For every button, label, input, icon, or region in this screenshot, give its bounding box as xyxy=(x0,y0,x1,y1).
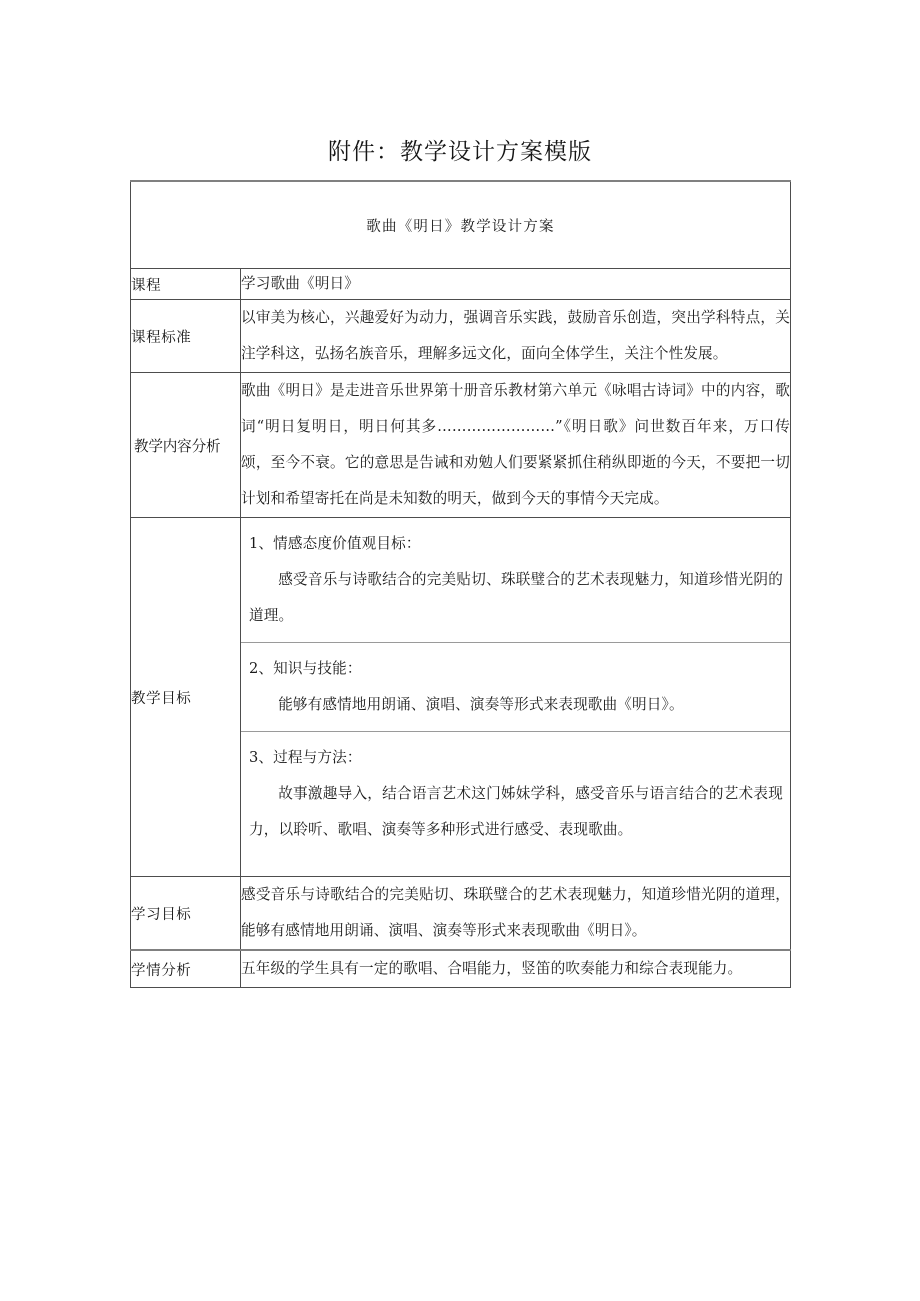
objective-body-1: 感受音乐与诗歌结合的完美贴切、珠联璧合的艺术表现魅力，知道珍惜光阴的道理。 xyxy=(249,571,783,624)
row-value-course: 学习歌曲《明日》 xyxy=(241,275,359,292)
row-value-teaching-objectives-cell xyxy=(241,518,791,877)
row-value-learner-analysis: 五年级的学生具有一定的歌唱、合唱能力，竖笛的吹奏能力和综合表现能力。 xyxy=(241,960,743,977)
table-row-teaching-objectives xyxy=(131,518,791,877)
objective-heading-2: 2、知识与技能： xyxy=(249,660,362,677)
page-title: 附件：教学设计方案模版 xyxy=(328,139,592,165)
objective-block-3 xyxy=(241,732,790,876)
row-value-curriculum-standard: 以审美为核心，兴趣爱好为动力，强调音乐实践，鼓励音乐创造，突出学科特点，关注学科这，弘扬名族音乐，理解多远文化，面向全体学生，关注个性发展。 xyxy=(241,309,790,362)
row-label-course: 课程 xyxy=(131,269,241,300)
objective-body-2: 能够有感情地用朗诵、演唱、演奏等形式来表现歌曲《明日》。 xyxy=(278,696,684,713)
objective-body-3: 故事激趣导入，结合语言艺术这门姊妹学科，感受音乐与语言结合的艺术表现力，以聆听、歌唱、演奏等多种形式进行感受、表现歌曲。 xyxy=(249,785,783,838)
table-row-learner-analysis xyxy=(131,950,791,988)
objective-heading-3: 3、过程与方法： xyxy=(249,749,362,766)
row-label-learner-analysis: 学情分析 xyxy=(131,950,241,988)
table-row-content-analysis xyxy=(131,373,791,518)
row-value-course-cell xyxy=(241,269,791,300)
row-label-curriculum-standard: 课程标准 xyxy=(131,300,241,373)
row-value-curriculum-standard-cell xyxy=(241,300,791,373)
row-label-teaching-objectives: 教学目标 xyxy=(131,518,241,877)
table-row-header xyxy=(131,181,791,269)
row-value-learning-objectives: 感受音乐与诗歌结合的完美贴切、珠联璧合的艺术表现魅力，知道珍惜光阴的道理，能够有感情地用朗诵、演唱、演奏等形式来表现歌曲《明日》。 xyxy=(241,886,790,939)
table-row-learning-objectives xyxy=(131,877,791,951)
row-value-content-analysis-cell xyxy=(241,373,791,518)
table-row-course xyxy=(131,269,791,300)
table-row-curriculum-standard xyxy=(131,300,791,373)
objective-heading-1: 1、情感态度价值观目标： xyxy=(249,535,421,552)
row-value-content-analysis: 歌曲《明日》是走进音乐世界第十册音乐教材第六单元《咏唱古诗词》中的内容，歌词“明日复明日，明日何其多……………………”《明日歌》问世数百年来，万口传颂，至今不衰。它的意思是告诫和劝勉人们要紧紧抓住稍纵即逝的今天，不要把一切计划和希望寄托在尚是未知数的明天，做到今天的事情今天完成。 xyxy=(241,382,790,507)
row-value-learner-analysis-cell xyxy=(241,950,791,988)
row-label-learning-objectives: 学习目标 xyxy=(131,877,241,951)
table-header-title: 歌曲《明日》教学设计方案 xyxy=(131,181,791,269)
objective-block-2 xyxy=(241,643,790,732)
lesson-plan-table xyxy=(130,180,791,988)
row-label-content-analysis: 教学内容分析 xyxy=(131,373,241,518)
objective-block-1 xyxy=(241,518,790,643)
row-value-learning-objectives-cell xyxy=(241,877,791,951)
